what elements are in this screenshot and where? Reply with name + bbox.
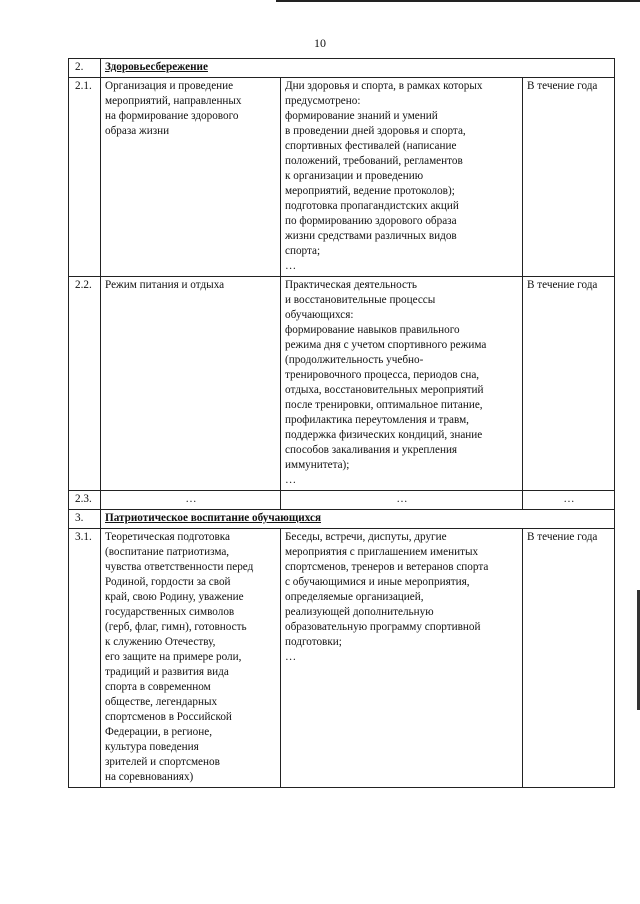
activity-period: В течение года — [523, 277, 615, 491]
table-row — [69, 277, 615, 491]
activity-description-line: жизни средствами различных видов — [285, 230, 457, 242]
activity-name-line: культура поведения — [105, 741, 199, 753]
activity-description-line: образовательную программу спортивной — [285, 621, 481, 633]
activity-description-line: спортивных фестивалей (написание — [285, 140, 457, 152]
section-title: Здоровьесбережение — [101, 59, 615, 78]
row-number: 3.1. — [69, 529, 101, 788]
activity-name-line: государственных символов — [105, 606, 235, 618]
activity-name-line: образа жизни — [105, 125, 170, 137]
activity-description-line: тренировочного процесса, периодов сна, — [285, 369, 480, 381]
activity-name — [101, 277, 281, 491]
activities-table — [68, 58, 615, 788]
activity-name — [101, 78, 281, 277]
activity-name-line: традиций и развития вида — [105, 666, 229, 678]
activity-name-line: его защите на примере роли, — [105, 651, 242, 663]
activity-name-line: Родиной, гордости за свой — [105, 576, 231, 588]
activity-description-line: формирование навыков правильного — [285, 324, 460, 336]
scan-edge-mark-top — [276, 0, 640, 2]
activity-period: … — [523, 491, 615, 510]
activity-description-line: Дни здоровья и спорта, в рамках которых — [285, 80, 483, 92]
activity-name-line: мероприятий, направленных — [105, 95, 242, 107]
activity-name-line: (воспитание патриотизма, — [105, 546, 230, 558]
activity-description-line: обучающихся: — [285, 309, 354, 321]
activity-name-line: … — [185, 493, 197, 505]
activity-description-line: с обучающимися и иные мероприятия, — [285, 576, 470, 588]
activity-description-line: (продолжительность учебно- — [285, 354, 424, 366]
activity-description-line: способов закаливания и укрепления — [285, 444, 458, 456]
activity-description-line: реализующей дополнительную — [285, 606, 434, 618]
table-row — [69, 491, 615, 510]
activity-description-line: определяемые организацией, — [285, 591, 424, 603]
activity-description-line: положений, требований, регламентов — [285, 155, 463, 167]
activity-name-line: чувства ответственности перед — [105, 561, 254, 573]
activity-name — [101, 491, 281, 510]
section-number: 2. — [69, 59, 101, 78]
activity-name-line: спорта в современном — [105, 681, 211, 693]
activity-description-line: … — [285, 651, 297, 663]
activity-description-line: и восстановительные процессы — [285, 294, 436, 306]
activity-description-line: Практическая деятельность — [285, 279, 417, 291]
activity-name-line: спортсменов в Российской — [105, 711, 232, 723]
table-row — [69, 529, 615, 788]
activity-name-line: край, свою Родину, уважение — [105, 591, 244, 603]
activity-description-line: после тренировки, оптимальное питание, — [285, 399, 483, 411]
activity-description-line: поддержка физических кондиций, знание — [285, 429, 483, 441]
activity-description-line: подготовки; — [285, 636, 342, 648]
activity-name-line: Организация и проведение — [105, 80, 234, 92]
activity-description-line: … — [285, 260, 297, 272]
activity-name — [101, 529, 281, 788]
activity-name-line: зрителей и спортсменов — [105, 756, 220, 768]
activity-description — [281, 491, 523, 510]
activity-description-line: отдыха, восстановительных мероприятий — [285, 384, 484, 396]
activity-name-line: к служению Отечеству, — [105, 636, 216, 648]
activity-name-line: Теоретическая подготовка — [105, 531, 230, 543]
activity-name-line: Федерации, в регионе, — [105, 726, 212, 738]
activity-name-line: Режим питания и отдыха — [105, 279, 225, 291]
section-number: 3. — [69, 510, 101, 529]
table-row — [69, 78, 615, 277]
activity-description-line: … — [285, 474, 297, 486]
activity-description-line: к организации и проведению — [285, 170, 424, 182]
activity-name-line: на соревнованиях) — [105, 771, 194, 783]
activity-description — [281, 277, 523, 491]
activity-period: В течение года — [523, 529, 615, 788]
section-title: Патриотическое воспитание обучающихся — [101, 510, 615, 529]
activity-description-line: … — [396, 493, 408, 505]
row-number: 2.2. — [69, 277, 101, 491]
activities-table-body — [69, 59, 615, 788]
row-number: 2.1. — [69, 78, 101, 277]
activity-description — [281, 78, 523, 277]
activity-description-line: в проведении дней здоровья и спорта, — [285, 125, 466, 137]
activity-description-line: спортсменов, тренеров и ветеранов спорта — [285, 561, 489, 573]
activity-description-line: спорта; — [285, 245, 321, 257]
activity-name-line: на формирование здорового — [105, 110, 239, 122]
activity-name-line: обществе, легендарных — [105, 696, 218, 708]
activity-description-line: мероприятий, ведение протоколов); — [285, 185, 455, 197]
row-number: 2.3. — [69, 491, 101, 510]
activity-name-line: (герб, флаг, гимн), готовность — [105, 621, 247, 633]
section-header-row — [69, 510, 615, 529]
activity-description-line: иммунитета); — [285, 459, 350, 471]
page-number: 10 — [314, 36, 326, 50]
activity-description-line: Беседы, встречи, диспуты, другие — [285, 531, 447, 543]
activity-description-line: предусмотрено: — [285, 95, 361, 107]
activity-description-line: режима дня с учетом спортивного режима — [285, 339, 487, 351]
activity-description-line: профилактика переутомления и травм, — [285, 414, 469, 426]
activity-description-line: формирование знаний и умений — [285, 110, 438, 122]
activity-description-line: мероприятия с приглашением именитых — [285, 546, 479, 558]
activity-description — [281, 529, 523, 788]
activity-period: В течение года — [523, 78, 615, 277]
section-header-row — [69, 59, 615, 78]
activity-description-line: подготовка пропагандистских акций — [285, 200, 459, 212]
activity-description-line: по формированию здорового образа — [285, 215, 457, 227]
